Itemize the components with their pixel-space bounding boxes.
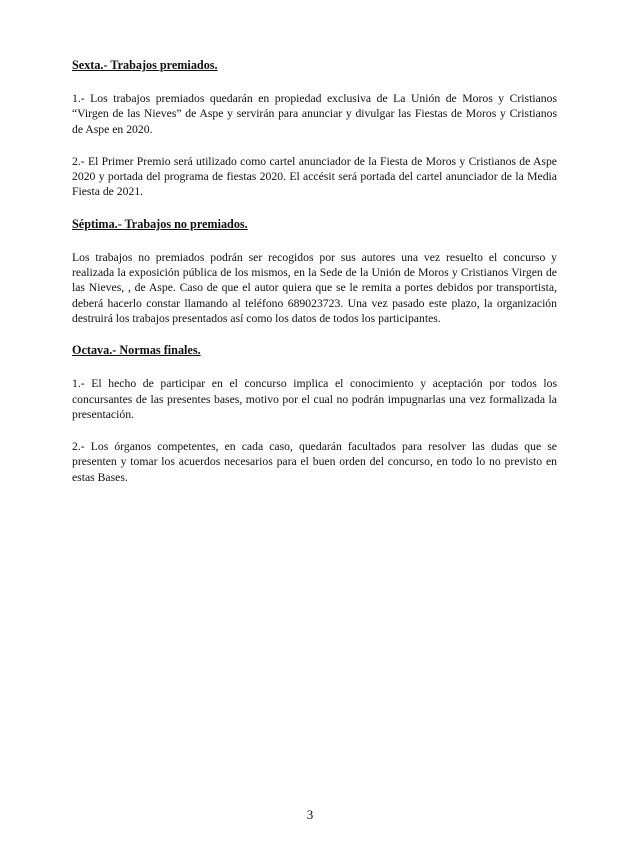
paragraph-septima-1: Los trabajos no premiados podrán ser recogidos por sus autores una vez resuelto el concurso y realizada la exposición pública de los mismos, en la Sede de la Unión de Moros y Cristianos Virgen de las Nieves, , de Aspe. Caso de que el autor quiera que se le remita a portes debidos por transportista, deberá hacerlo constar llamando al teléfono 689023723. Una vez pasado este plazo, la organización destruirá los trabajos presentados así como los datos de todos los participantes.	[72, 250, 557, 325]
paragraph-octava-1: 1.- El hecho de participar en el concurso implica el conocimiento y aceptación por todos los concursantes de las presentes bases, motivo por el cual no podrán impugnarlas una vez formalizada la presentación.	[72, 377, 557, 421]
page-number: 3	[306, 807, 314, 822]
paragraph-octava-2: 2.- Los órganos competentes, en cada caso, quedarán facultados para resolver las dudas que se presenten y tomar los acuerdos necesarios para el buen orden del concurso, en todo lo no previsto en estas Bases.	[72, 440, 557, 484]
paragraph-sexta-2: 2.- El Primer Premio será utilizado como cartel anunciador de la Fiesta de Moros y Cristianos de Aspe 2020 y portada del programa de fiestas 2020. El accésit será portada del cartel anunciador de la Media Fiesta de 2021.	[72, 154, 557, 199]
section-heading-septima: Séptima.- Trabajos no premiados.	[72, 216, 248, 231]
paragraph-sexta-1: 1.- Los trabajos premiados quedarán en propiedad exclusiva de La Unión de Moros y Cristianos “Virgen de las Nieves” de Aspe y servirán para anunciar y divulgar las Fiestas de Moros y Cristianos de Aspe en 2020.	[72, 92, 557, 136]
document-page	[72, 58, 557, 485]
section-heading-octava: Octava.- Normas finales.	[72, 343, 201, 358]
section-heading-sexta: Sexta.- Trabajos premiados.	[72, 58, 218, 72]
